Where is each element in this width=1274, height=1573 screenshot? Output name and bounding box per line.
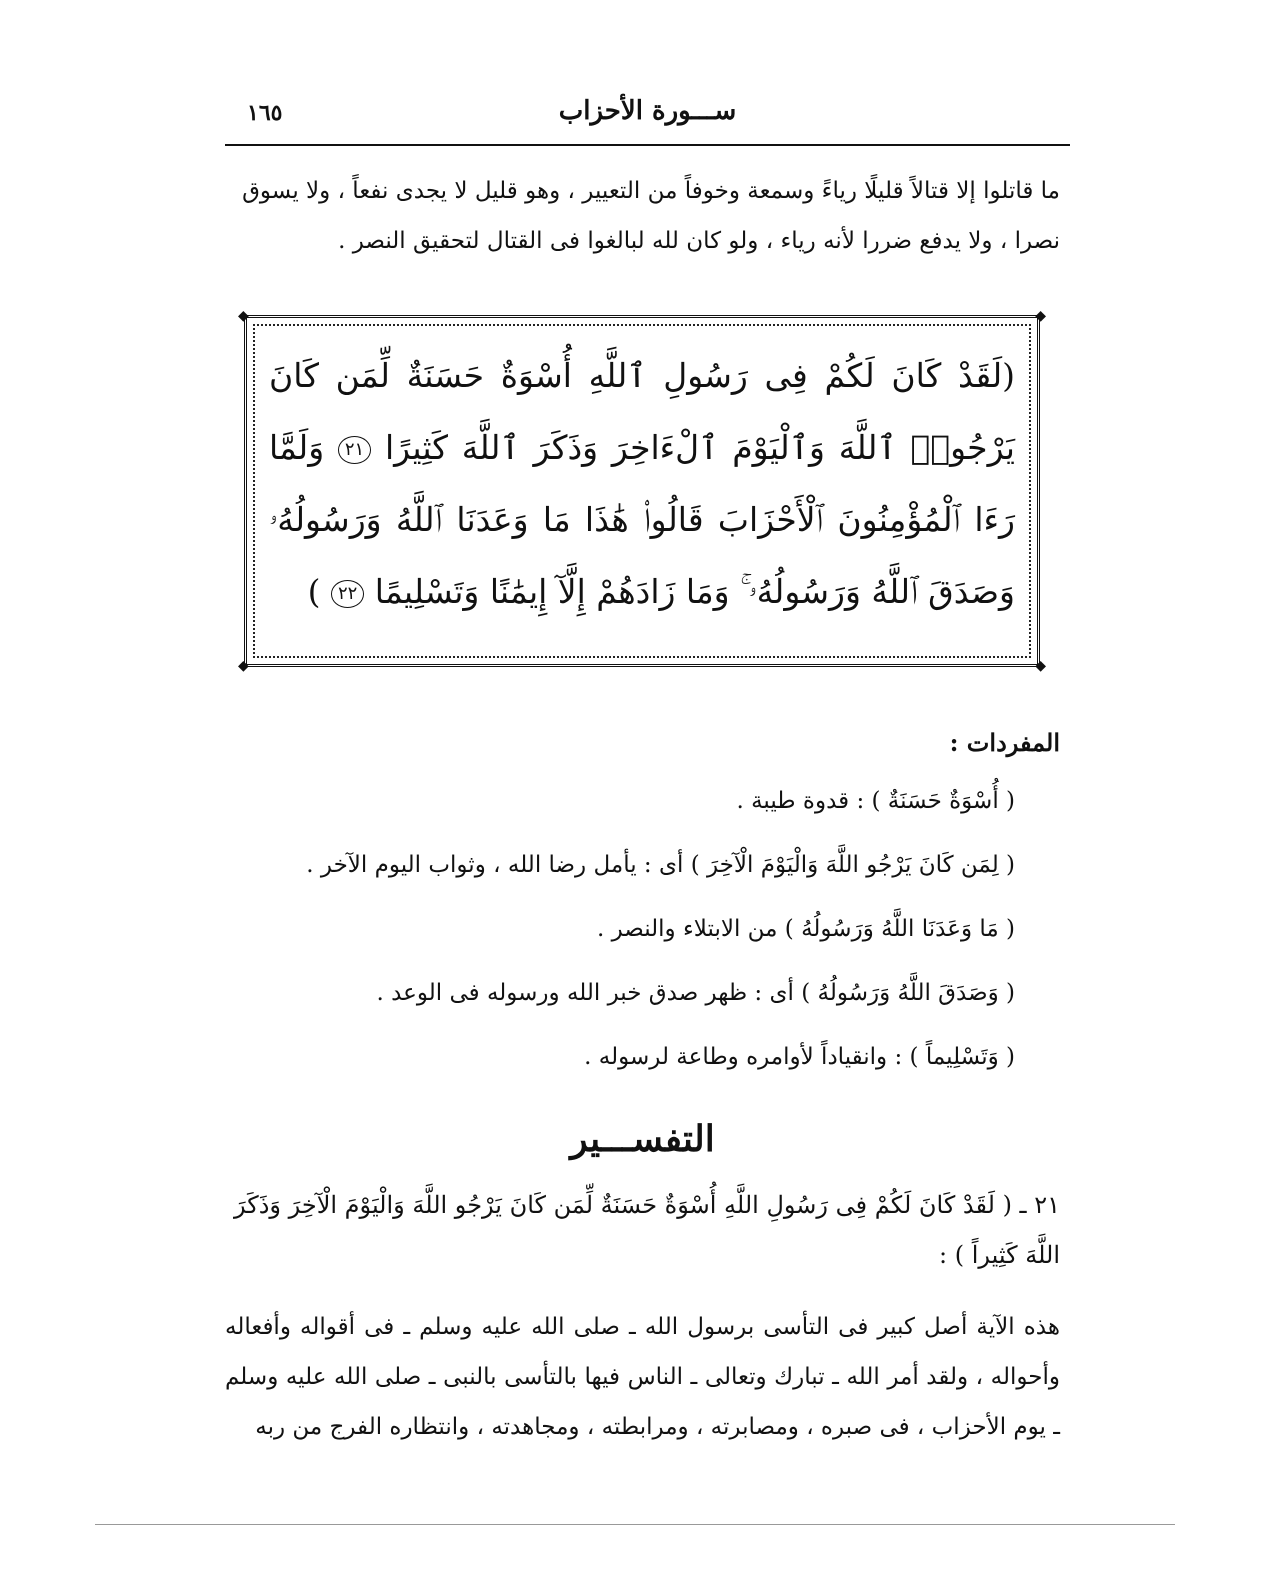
tafsir-verse-line: ٢١ ـ ( لَقَدْ كَانَ لَكُمْ فِى رَسُولِ اللَّهِ أُسْوَةٌ حَسَنَةٌ لِّمَن كَانَ يَرْجُو اللَّهَ وَالْيَوْمَ الْآخِرَ وَذَكَرَ اللَّهَ كَثِيراً ) :: [234, 1191, 1060, 1269]
page-header: [225, 96, 1070, 142]
frame-corner-ornament-icon: ◆: [238, 658, 249, 674]
verse-22-text: وَلَمَّا رَءَا ٱلْمُؤْمِنُونَ ٱلْأَحْزَابَ قَالُوا۟ هَٰذَا مَا وَعَدَنَا ٱللَّهُ وَرَسُولُهُۥ وَصَدَقَ ٱللَّهُ وَرَسُولُهُۥ ۚ وَمَا زَادَهُمْ إِلَّآ إِيمَٰنًا وَتَسْلِيمًا: [269, 428, 1015, 611]
frame-corner-ornament-icon: ◆: [1035, 658, 1046, 674]
vocabulary-item: ( وَتَسْلِيماً ) : وانقياداً لأوامره وطاعة لرسوله .: [584, 1044, 1015, 1070]
tafsir-body-paragraph: هذه الآية أصل كبير فى التأسى برسول الله ـ صلى الله عليه وسلم ـ فى أقواله وأفعاله وأحواله ، ولقد أمر الله ـ تبارك وتعالى ـ الناس فيها بالتأسى بالنبى ـ صلى الله عليه وسلم ـ يوم الأحزاب ، فى صبره ، ومصابرته ، ومرابطته ، ومجاهدته ، وانتظاره الفرج من ربه: [225, 1314, 1060, 1440]
vocabulary-item: ( وَصَدَقَ اللَّهُ وَرَسُولُهُ ) أى : ظهر صدق خبر الله ورسوله فى الوعد .: [376, 980, 1015, 1006]
surah-title: ســـورة الأحزاب: [558, 96, 737, 126]
page-number: ١٦٥: [247, 100, 283, 126]
vocabulary-item: ( أُسْوَةٌ حَسَنَةٌ ) : قدوة طيبة .: [736, 788, 1015, 814]
frame-corner-ornament-icon: ◆: [1035, 308, 1046, 324]
page-bottom-edge: [95, 1524, 1175, 1525]
frame-corner-ornament-icon: ◆: [238, 308, 249, 324]
intro-paragraph: ما قاتلوا إلا قتالاً قليلًا رياءً وسمعة وخوفاً من التعيير ، وهو قليل لا يجدى نفعاً ، ولا يسوق نصرا ، ولا يدفع ضررا لأنه رياء ، ولو كان لله لبالغوا فى القتال لتحقيق النصر .: [242, 178, 1060, 254]
verse-21-text: (لَقَدْ كَانَ لَكُمْ فِى رَسُولِ ٱللَّهِ أُسْوَةٌ حَسَنَةٌ لِّمَن كَانَ يَرْجُوا۟ ٱللَّهَ وَٱلْيَوْمَ ٱلْءَاخِرَ وَذَكَرَ ٱللَّهَ كَثِيرًا: [269, 356, 1015, 467]
vocabulary-item: ( لِمَن كَانَ يَرْجُو اللَّهَ وَالْيَوْمَ الْآخِرَ ) أى : يأمل رضا الله ، وثواب اليوم الآخر .: [306, 852, 1015, 878]
vocabulary-item: ( مَا وَعَدَنَا اللَّهُ وَرَسُولُهُ ) من الابتلاء والنصر .: [596, 916, 1015, 942]
vocabulary-list: [225, 776, 1015, 1096]
vocabulary-heading: المفردات :: [949, 728, 1060, 757]
verse-number-22: ٢٢: [331, 580, 364, 608]
tafsir-heading: التفســـير: [570, 1118, 715, 1160]
verse-closing-paren: ): [307, 572, 321, 611]
header-divider: [225, 144, 1070, 146]
quran-verse-frame: [238, 308, 1046, 674]
verse-number-21: ٢١: [338, 436, 371, 464]
quran-verse-text: [269, 340, 1015, 628]
